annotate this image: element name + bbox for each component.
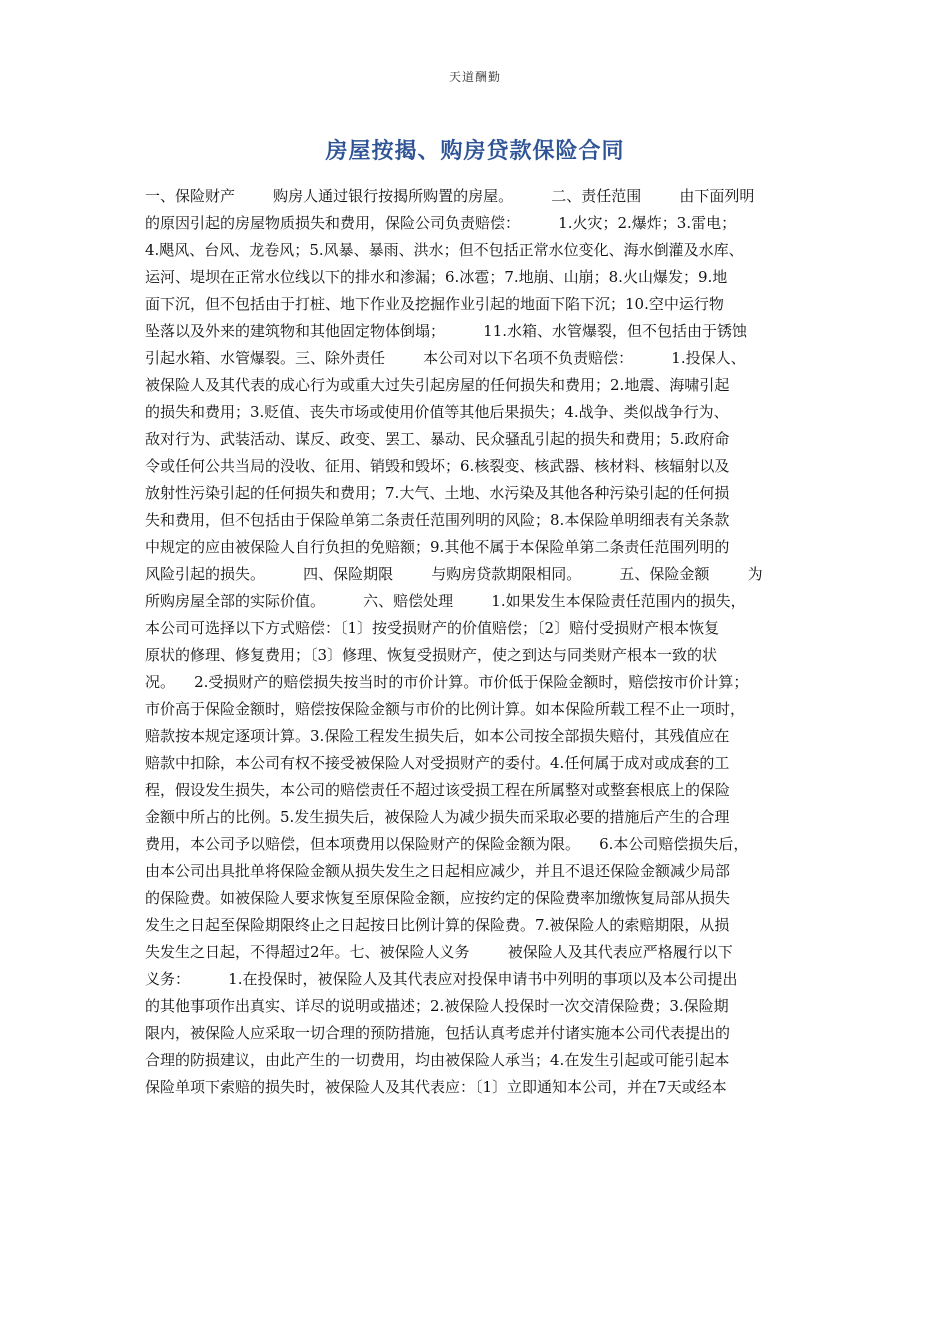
body-line: 面下沉，但不包括由于打桩、地下作业及挖掘作业引起的地面下陷下沉；10.空中运行物 (145, 295, 724, 313)
body-line: 放射性污染引起的任何损失和费用；7.大气、土地、水污染及其他各种污染引起的任何损 (145, 484, 730, 502)
body-line: 本公司可选择以下方式赔偿：〔1〕按受损财产的价值赔偿；〔2〕赔付受损财产根本恢复 (145, 619, 720, 637)
body-line: 由本公司出具批单将保险金额从损失发生之日起相应减少，并且不退还保险金额减少局部 (145, 862, 731, 880)
body-line: 的损失和费用；3.贬值、丧失市场或使用价值等其他后果损失；4.战争、类似战争行为、 (145, 403, 729, 421)
body-line: 赔款按本规定逐项计算。3.保险工程发生损失后，如本公司按全部损失赔付，其残值应在 (145, 727, 730, 745)
body-line: 中规定的应由被保险人自行负担的免赔额；9.其他不属于本保险单第二条责任范围列明的 (145, 538, 730, 556)
body-line: 发生之日起至保险期限终止之日起按日比例计算的保险费。7.被保险人的索赔期限，从损 (145, 916, 730, 934)
body-line: 金额中所占的比例。5.发生损失后，被保险人为减少损失而采取必要的措施后产生的合理 (145, 808, 730, 826)
body-line: 的原因引起的房屋物质损失和费用，保险公司负责赔偿： 1.火灾；2.爆炸；3.雷电； (145, 214, 737, 232)
body-line: 市价高于保险金额时，赔偿按保险金额与市价的比例计算。如本保险所载工程不止一项时， (145, 700, 746, 718)
body-line: 风险引起的损失。 四、保险期限 与购房贷款期限相同。 五、保险金额 为 (145, 565, 763, 583)
body-line: 限内，被保险人应采取一切合理的预防措施，包括认真考虑并付诸实施本公司代表提出的 (145, 1024, 731, 1042)
body-line: 所购房屋全部的实际价值。 六、赔偿处理 1.如果发生本保险责任范围内的损失， (145, 592, 746, 610)
body-line: 赔款中扣除，本公司有权不接受被保险人对受损财产的委付。4.任何属于成对或成套的工 (145, 754, 730, 772)
document-title: 房屋按揭、购房贷款保险合同 (325, 139, 625, 164)
body-line: 况。 2.受损财产的赔偿损失按当时的市价计算。市价低于保险金额时，赔偿按市价计算； (145, 673, 749, 691)
body-line: 被保险人及其代表的成心行为或重大过失引起房屋的任何损失和费用；2.地震、海啸引起 (145, 376, 730, 394)
document-body (145, 183, 809, 1101)
body-line: 坠落以及外来的建筑物和其他固定物体倒塌； 11.水箱、水管爆裂，但不包括由于锈蚀 (145, 322, 748, 340)
body-line: 合理的防损建议，由此产生的一切费用，均由被保险人承当；4.在发生引起或可能引起本 (145, 1051, 730, 1069)
body-line: 令或任何公共当局的没收、征用、销毁和毁坏；6.核裂变、核武器、核材料、核辐射以及 (145, 457, 730, 475)
body-line: 一、保险财产 购房人通过银行按揭所购置的房屋。 二、责任范围 由下面列明 (145, 187, 755, 205)
body-line: 4.飓风、台风、龙卷风；5.风暴、暴雨、洪水；但不包括正常水位变化、海水倒灌及水库、 (145, 241, 744, 259)
body-line: 费用，本公司予以赔偿，但本项费用以保险财产的保险金额为限。 6.本公司赔偿损失后， (145, 835, 749, 853)
body-line: 失和费用，但不包括由于保险单第二条责任范围列明的风险；8.本保险单明细表有关条款 (145, 511, 730, 529)
body-line: 义务： 1.在投保时，被保险人及其代表应对投保申请书中列明的事项以及本公司提出 (145, 970, 738, 988)
body-line: 敌对行为、武装活动、谋反、政变、罢工、暴动、民众骚乱引起的损失和费用；5.政府命 (145, 430, 730, 448)
body-line: 原状的修理、修复费用；〔3〕修理、恢复受损财产，使之到达与同类财产根本一致的状 (145, 646, 718, 664)
body-line: 程，假设发生损失，本公司的赔偿责任不超过该受损工程在所属整对或整套根底上的保险 (145, 781, 731, 799)
body-line: 的其他事项作出真实、详尽的说明或描述；2.被保险人投保时一次交清保险费；3.保险期 (145, 997, 729, 1015)
body-line: 运河、堤坝在正常水位线以下的排水和渗漏；6.冰雹；7.地崩、山崩；8.火山爆发；9.地 (145, 268, 728, 286)
body-line: 保险单项下索赔的损失时，被保险人及其代表应：〔1〕立即通知本公司，并在7天或经本 (145, 1078, 727, 1096)
body-line: 引起水箱、水管爆裂。三、除外责任 本公司对以下名项不负责赔偿： 1.投保人、 (145, 349, 746, 367)
body-line: 的保险费。如被保险人要求恢复至原保险金额，应按约定的保险费率加缴恢复局部从损失 (145, 889, 731, 907)
body-line: 失发生之日起，不得超过2年。七、被保险人义务 被保险人及其代表应严格履行以下 (145, 943, 733, 961)
page-header: 天道酬勤 (448, 70, 501, 84)
